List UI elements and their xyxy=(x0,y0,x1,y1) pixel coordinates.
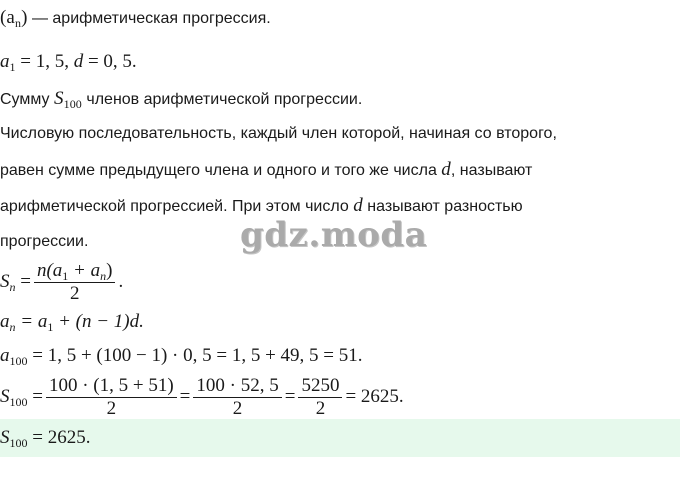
sum-fraction: $\frac{n(a_1 + a_n)}{2}$ xyxy=(34,260,115,305)
s100-calculation: $S_{100}$ = $\frac{100 \cdot (1, 5 + 51)}{2}$ = $\frac{100 \cdot 52, 5}{2}$ = $\frac{5250}{2}$ = 2625. xyxy=(0,374,404,419)
definition-line-1: Числовую последовательность, каждый член которой, начиная со второго, xyxy=(0,125,557,142)
sum-formula: $S_n$ = $\frac{n(a_1 + a_n)}{2}$ . xyxy=(0,259,124,304)
definition-line-4: прогрессии. xyxy=(0,233,89,250)
sequence-symbol: $(a_n)$ xyxy=(0,7,28,30)
a100-calculation: $a_{100} = 1$, 5 + (100 − 1) · 0, 5 = 1, 5 + 49, 5 = 51. xyxy=(0,345,363,368)
term-formula: $a_n = a_1 + (n - 1)d$. xyxy=(0,311,144,334)
definition-line-3: арифметической прогрессией. При этом число d называют разностью xyxy=(0,195,523,216)
answer-highlight xyxy=(0,419,680,457)
watermark-logo: gdz.moda xyxy=(240,215,428,255)
s100-fraction-3: $\frac{5250}{2}$ xyxy=(298,375,342,420)
given-values: $a_1 = 1$, 5, d = 0, 5. xyxy=(0,51,137,74)
task-line: Сумму $S_{100}$ членов арифметической прогрессии. xyxy=(0,88,363,111)
intro-text: — арифметическая прогрессия. xyxy=(27,10,271,27)
s100-fraction-2: $\frac{100 \cdot 52, 5}{2}$ xyxy=(193,375,281,420)
definition-line-2: равен сумме предыдущего члена и одного и того же числа d, называют xyxy=(0,159,533,180)
s100-fraction-1: $\frac{100 \cdot (1, 5 + 51)}{2}$ xyxy=(46,375,177,420)
intro-line xyxy=(0,8,680,29)
answer-line: $S_{100} = 2625$. xyxy=(0,427,91,450)
